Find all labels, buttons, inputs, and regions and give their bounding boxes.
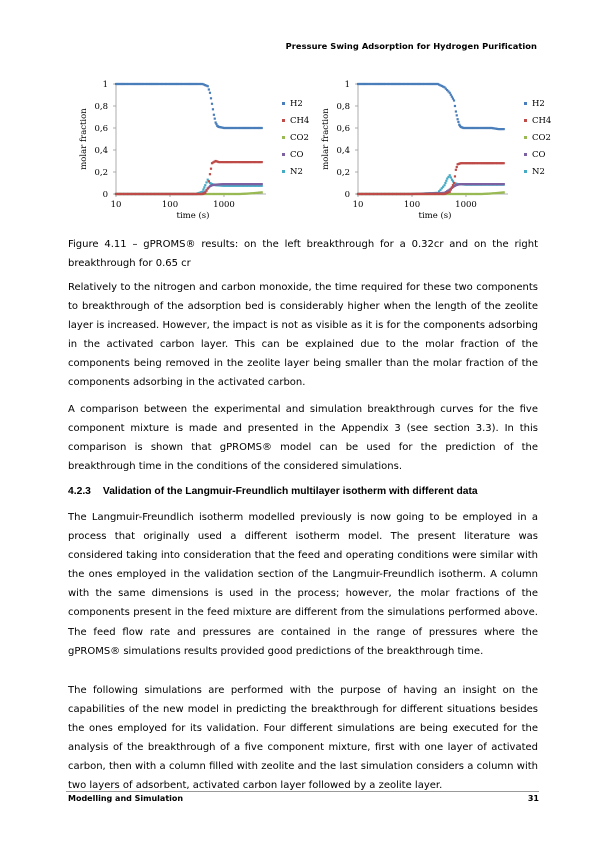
data-point: [261, 127, 263, 129]
legend-label: N2: [290, 167, 303, 177]
y-tick-label: 0: [102, 190, 108, 201]
legend-label: CO2: [290, 133, 309, 143]
paragraph-langmuir-freundlich: The Langmuir-Freundlich isotherm modelled previously is now going to be employed in a process that originally used a different isotherm model. The present literature was considered taking into consideration that the feed and operating conditions were similar with the ones employed in the validation section of the Langmuir-Freundlich isotherm. A column with the same dimensions is used in the process; however, the molar fractions of the components present in the feed mixture are different from the simulations performed above. The feed flow rate and pressures are contained in the range of pressures where the gPROMS® simulations results provided good predictions of the breakthrough time.: [68, 512, 538, 657]
section-title: Validation of the Langmuir-Freundlich multilayer isotherm with different data: [102, 486, 478, 497]
data-point: [205, 190, 207, 192]
figure-caption: Figure 4.11 – gPROMS® results: on the left breakthrough for a 0.32cr and on the right breakthrough for 0.65 cr: [68, 239, 538, 269]
data-point: [212, 108, 214, 110]
x-tick-label: 1000: [213, 200, 235, 210]
legend-marker: [282, 170, 285, 173]
y-tick-label: 0,6: [336, 124, 350, 135]
legend-marker: [524, 153, 527, 156]
legend-marker: [282, 136, 285, 139]
data-point: [443, 184, 445, 186]
data-point: [457, 118, 459, 120]
data-point: [456, 166, 458, 168]
x-tick-label: 100: [161, 200, 179, 210]
data-point: [452, 97, 454, 99]
footer-chapter: Modelling and Simulation: [68, 794, 184, 803]
footer-rule: [66, 791, 539, 792]
data-point: [452, 184, 454, 186]
legend-marker: [282, 119, 285, 122]
y-axis-label: molar fraction: [79, 108, 89, 170]
data-point: [503, 183, 505, 185]
data-point: [449, 174, 451, 176]
data-point: [450, 189, 452, 191]
legend-label: CO2: [532, 133, 551, 143]
data-point: [454, 105, 456, 107]
data-point: [261, 183, 263, 185]
legend-label: CO: [532, 150, 546, 160]
x-tick-label: 10: [110, 200, 122, 210]
legend-marker: [524, 102, 527, 105]
section-number: 4.2.3: [68, 486, 91, 497]
data-point: [453, 99, 455, 101]
x-tick-label: 10: [352, 200, 364, 210]
data-point: [456, 114, 458, 116]
x-tick-label: 1000: [455, 200, 477, 210]
series-ch4: [115, 160, 263, 195]
y-tick-label: 0,8: [336, 102, 350, 113]
y-tick-label: 1: [344, 80, 350, 91]
paragraph-breakthrough-time: Relatively to the nitrogen and carbon monoxide, the time required for these two components to breakthrough of the adsorption bed is considerably higher when the length of the zeolite layer is increased. However, the impact is not as visible as it is for the components adsorbing in the activated carbon layer. This can be explained due to the molar fraction of the components being removed in the zeolite layer being smaller than the molar fraction of the components adsorbing in the activated carbon.: [68, 282, 538, 389]
legend-label: H2: [290, 99, 303, 109]
legend-label: H2: [532, 99, 545, 109]
y-tick-label: 0,6: [94, 124, 108, 135]
page-number: 31: [527, 794, 539, 803]
data-point: [204, 184, 206, 186]
legend-marker: [282, 102, 285, 105]
legend-marker: [524, 119, 527, 122]
data-point: [450, 94, 452, 96]
data-point: [210, 97, 212, 99]
data-point: [205, 181, 207, 183]
data-point: [202, 189, 204, 191]
data-point: [261, 191, 263, 193]
series-n2: [115, 179, 263, 196]
x-axis-label: time (s): [418, 211, 452, 221]
y-tick-label: 0,2: [336, 168, 350, 179]
data-point: [450, 176, 452, 178]
series-ch4: [357, 162, 505, 195]
data-point: [445, 180, 447, 182]
legend-marker: [524, 170, 527, 173]
data-point: [503, 128, 505, 130]
y-tick-label: 1: [102, 80, 108, 91]
paragraph-following-simulations: The following simulations are performed with the purpose of having an insight on the capabilities of the new model in predicting the breakthrough for different situations besides the ones employed for its validation. Four different simulations are being executed for the analysis of the breakthrough of a five component mixture, first with one layer of activated carbon, then with a column filled with zeolite and the last simulation considers a column with two layers of adsorbent, activated carbon layer followed by a zeolite layer.: [68, 685, 538, 792]
data-point: [261, 161, 263, 163]
y-tick-label: 0,4: [94, 146, 108, 157]
data-point: [207, 85, 209, 87]
legend-label: N2: [532, 167, 545, 177]
x-axis-label: time (s): [176, 211, 210, 221]
data-point: [453, 182, 455, 184]
y-axis-label: molar fraction: [321, 108, 331, 170]
legend-label: CH4: [290, 116, 310, 126]
data-point: [209, 92, 211, 94]
data-point: [214, 118, 216, 120]
data-point: [503, 162, 505, 164]
data-point: [451, 186, 453, 188]
breakthrough-chart-right: [310, 70, 590, 230]
y-tick-label: 0,8: [94, 102, 108, 113]
data-point: [203, 186, 205, 188]
legend-marker: [524, 136, 527, 139]
paragraph-comparison: A comparison between the experimental and simulation breakthrough curves for the five component mixture is made and presented in the Appendix 3 (see section 3.3). In this comparison is shown that gPROMS® model can be used for the prediction of the breakthrough time in the conditions of the considered simulations.: [68, 404, 538, 473]
data-point: [451, 96, 453, 98]
data-point: [455, 169, 457, 171]
data-point: [449, 191, 451, 193]
data-point: [207, 187, 209, 189]
data-point: [449, 92, 451, 94]
legend-marker: [282, 153, 285, 156]
data-point: [454, 175, 456, 177]
y-tick-label: 0: [344, 190, 350, 201]
section-heading: [68, 486, 478, 497]
running-header: Pressure Swing Adsorption for Hydrogen Purification: [285, 41, 537, 51]
data-point: [208, 88, 210, 90]
series-h2: [115, 83, 263, 129]
y-tick-label: 0,2: [94, 168, 108, 179]
legend-label: CH4: [532, 116, 552, 126]
legend-label: CO: [290, 150, 304, 160]
data-point: [455, 110, 457, 112]
y-tick-label: 0,4: [336, 146, 350, 157]
data-point: [208, 180, 210, 182]
data-point: [503, 191, 505, 193]
breakthrough-chart-left: [68, 70, 348, 230]
chart-svg: [310, 70, 590, 230]
data-point: [444, 182, 446, 184]
data-point: [213, 114, 215, 116]
data-point: [210, 168, 212, 170]
data-point: [209, 173, 211, 175]
data-point: [211, 103, 213, 105]
x-tick-label: 100: [403, 200, 421, 210]
data-point: [457, 121, 459, 123]
series-h2: [357, 83, 505, 130]
chart-svg: [68, 70, 348, 230]
data-point: [204, 192, 206, 194]
